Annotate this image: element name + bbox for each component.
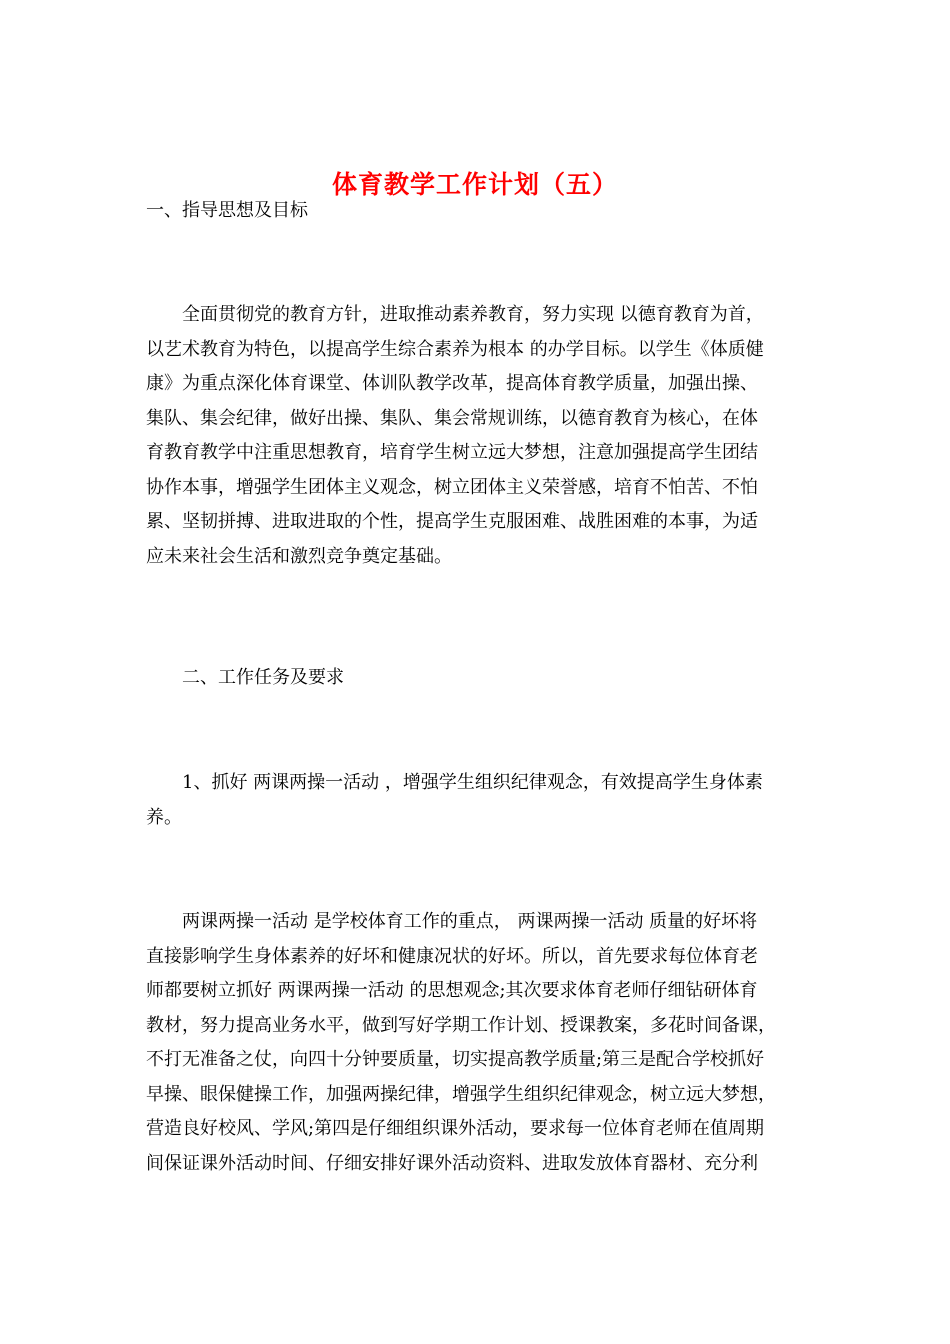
paragraph-line: 1、抓好 两课两操一活动 ，增强学生组织纪律观念，有效提高学生身体素 <box>146 772 763 793</box>
paragraph-line: 康》为重点深化体育课堂、体训队教学改革，提高体育教学质量，加强出操、 <box>146 373 758 394</box>
paragraph-line: 不打无准备之仗，向四十分钟要质量，切实提高教学质量;第三是配合学校抓好 <box>146 1049 765 1070</box>
paragraph-line: 早操、眼保健操工作，加强两操纪律，增强学生组织纪律观念，树立远大梦想， <box>146 1083 776 1105</box>
paragraph-line: 全面贯彻党的教育方针，进取推动素养教育，努力实现 以德育教育为首， <box>146 304 764 325</box>
paragraph-line: 以艺术教育为特色，以提高学生综合素养为根本 的办学目标。以学生《体质健 <box>146 338 764 360</box>
document-title: 体育教学工作计划（五） <box>331 169 618 199</box>
paragraph-line: 集队、集会纪律，做好出操、集队、集会常规训练，以德育教育为核心，在体 <box>146 407 758 429</box>
paragraph-line: 应未来社会生活和激烈竞争奠定基础。 <box>146 545 452 567</box>
section-heading-2: 二、工作任务及要求 <box>146 667 344 688</box>
paragraph-task-1-detail <box>146 905 806 1181</box>
paragraph-guiding-ideology <box>146 298 806 574</box>
paragraph-line: 协作本事，增强学生团体主义观念，树立团体主义荣誉感，培育不怕苦、不怕 <box>146 476 758 498</box>
paragraph-line: 教材，努力提高业务水平，做到写好学期工作计划、授课教案，多花时间备课， <box>146 1014 776 1036</box>
paragraph-line: 间保证课外活动时间、仔细安排好课外活动资料、进取发放体育器材、充分利 <box>146 1152 758 1174</box>
paragraph-line: 营造良好校风、学风;第四是仔细组织课外活动，要求每一位体育老师在值周期 <box>146 1118 765 1139</box>
paragraph-line: 累、坚韧拼搏、进取进取的个性，提高学生克服困难、战胜困难的本事，为适 <box>146 511 758 532</box>
paragraph-line: 直接影响学生身体素养的好坏和健康况状的好坏。所以，首先要求每位体育老 <box>146 945 758 967</box>
section-heading-1: 一、指导思想及目标 <box>146 200 308 221</box>
paragraph-line: 两课两操一活动 是学校体育工作的重点， 两课两操一活动 质量的好坏将 <box>146 911 758 932</box>
paragraph-line: 师都要树立抓好 两课两操一活动 的思想观念;其次要求体育老师仔细钻研体育 <box>146 980 758 1001</box>
paragraph-line: 养。 <box>146 806 182 828</box>
paragraph-line: 育教育教学中注重思想教育，培育学生树立远大梦想，注意加强提高学生团结 <box>146 442 758 463</box>
paragraph-task-1 <box>146 766 806 835</box>
